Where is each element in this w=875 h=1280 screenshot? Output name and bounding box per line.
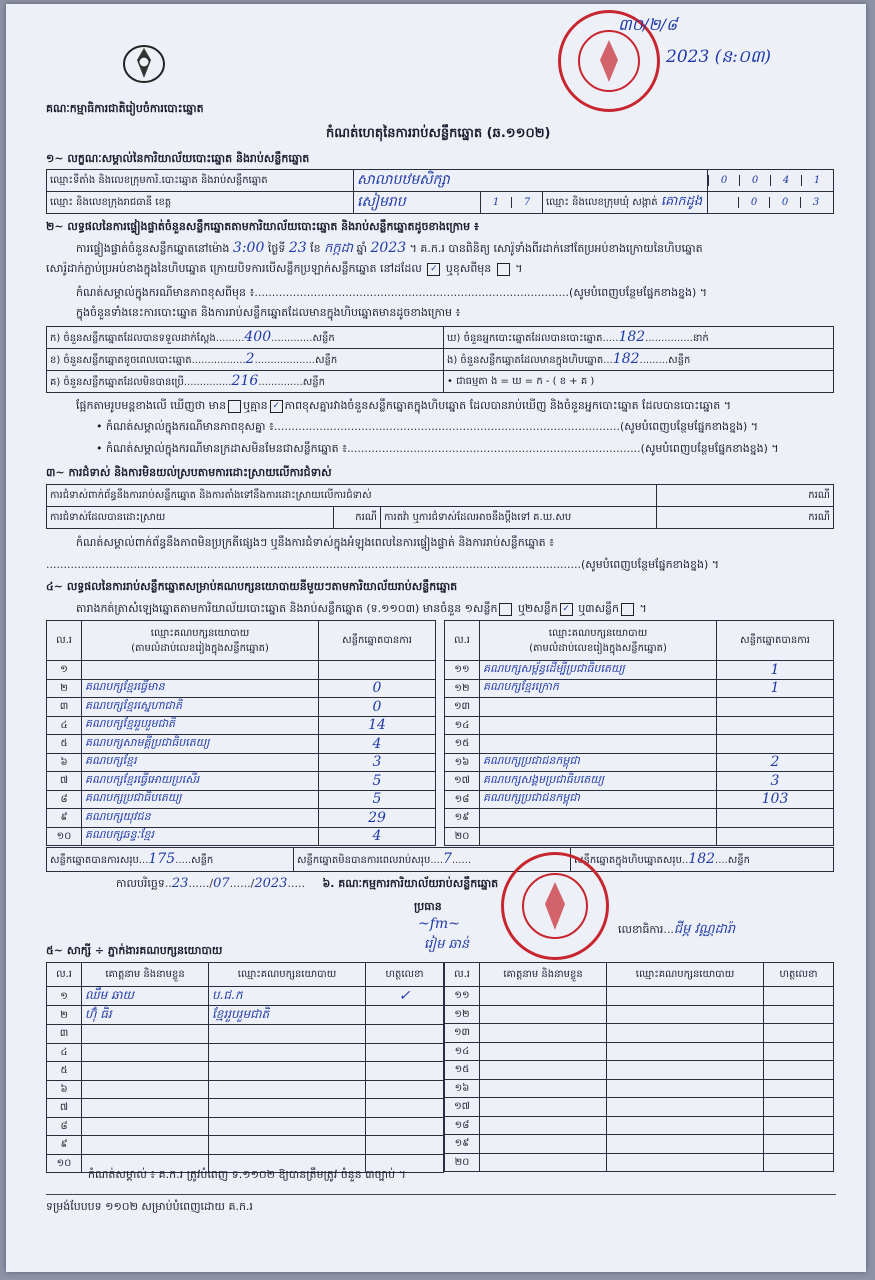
- witness-party: [607, 1061, 764, 1080]
- witness-party: [607, 1079, 764, 1098]
- result-row: [47, 698, 436, 717]
- witness-party: [209, 1062, 366, 1081]
- result-row: [47, 753, 436, 772]
- party-name: គណបក្សប្រជាជនកម្ពុជា: [480, 753, 717, 772]
- chair-signature: ~fm~: [418, 916, 460, 932]
- no-difference-checkbox: ✓: [270, 400, 283, 413]
- row-number: ១៤: [445, 1042, 480, 1061]
- complaints-counting-unit: ករណី: [657, 485, 834, 507]
- witness-party: [209, 1136, 366, 1155]
- party-votes: 4: [319, 735, 436, 754]
- secretary: លេខាធិការ...ជីម្ភ វណ្ណដារ៉ា: [618, 922, 736, 937]
- row-number: ២: [47, 679, 82, 698]
- row-number: ១០: [47, 1154, 82, 1173]
- result-row: [445, 809, 834, 828]
- verification-line: ការផ្ទៀងផ្ទាត់ចំនួនសន្លឹកឆ្នោតនៅម៉ោង 3:00 ថ្ងៃទី 23 ខែ កក្កដា ឆ្នាំ 2023 ។ គ.ក.រ បានពិនិត្យ សោរ៉ូទាំងពីរដាក់នៅតែប្រអប់ខាងក្រោយនៃហិបឆ្នោត: [76, 240, 703, 256]
- witness-name: [82, 1117, 209, 1136]
- witness-name: [480, 987, 607, 1006]
- witness-row: [445, 1116, 834, 1135]
- bullet-difference: • កំណត់សម្គាល់ក្នុងករណីមានភាពខុសគ្នា ៖...................................................................................................(សូមបំពេញបន្ថែមផ្នែកខាងខ្នង) ។: [96, 420, 759, 433]
- party-votes: 5: [319, 790, 436, 809]
- row-number: ១១: [445, 661, 480, 680]
- witness-name: [480, 1061, 607, 1080]
- witness-signature: [366, 1043, 444, 1062]
- province-value: សៀមរាប: [354, 192, 481, 214]
- witness-party: [607, 1153, 764, 1172]
- witness-signature: [764, 1116, 834, 1135]
- witness-signature: [764, 1098, 834, 1117]
- witness-party: [607, 1042, 764, 1061]
- three-sheet-checkbox: [621, 603, 634, 616]
- col-no: ល.រ: [47, 621, 82, 661]
- witness-name: [480, 1079, 607, 1098]
- unchanged-checkbox: ✓: [427, 263, 440, 276]
- date-line: កាលបរិច្ឆេទ..23....../07....../2023..... ៦. គណៈកម្មការការិយាល័យរាប់សន្លឹកឆ្នោត: [116, 876, 499, 891]
- witness-party: [607, 1135, 764, 1154]
- result-row: [445, 679, 834, 698]
- party-name: [480, 716, 717, 735]
- witness-name: [480, 1135, 607, 1154]
- witness-party: ប.ជ.ក: [209, 987, 366, 1006]
- row-number: ១: [47, 987, 82, 1006]
- witness-name: [82, 1043, 209, 1062]
- witness-row: [445, 1098, 834, 1117]
- witness-party: [209, 1025, 366, 1044]
- witness-party: [607, 1098, 764, 1117]
- witness-name: [480, 1005, 607, 1024]
- unused-row: គ) ចំនួនសន្លឹកឆ្នោតដែលមិនបានប្រើ...............216..............សន្លឹក: [47, 371, 444, 393]
- witness-signature: [764, 1005, 834, 1024]
- col-name: គោត្តនាម និងនាមខ្លួន: [82, 963, 209, 987]
- bullet-nonballot: • កំណត់សម្គាល់ក្នុងករណីមានក្រដាសមិនមែនជាសន្លឹកឆ្នោត ៖....................................................................................(សូមបំពេញបន្ថែមផ្នែកខាងខ្នង) ។: [96, 442, 779, 455]
- witness-row: [445, 1024, 834, 1043]
- party-votes: [717, 809, 834, 828]
- witness-name: [480, 1042, 607, 1061]
- complaints-resolved-unit: ករណី: [334, 507, 381, 529]
- difference-remark: ផ្អែកតាមរូបមន្តខាងលើ ឃើញថា មាន ឬគ្មាន ✓ ភាពខុសគ្នារវាងចំនួនសន្លឹកឆ្នោតក្នុងហិបឆ្នោត ដែលបានរាប់ឃើញ និងចំនួនអ្នកបោះឆ្នោត ដែលបានបោះឆ្នោត ។: [76, 399, 731, 412]
- witness-party: ខ្មែររួបរួមជាតិ: [209, 1006, 366, 1025]
- row-number: ៥: [47, 735, 82, 754]
- voters-row: ឃ) ចំនួនអ្នកបោះឆ្នោតដែលបានបោះឆ្នោត.....182...............នាក់: [444, 327, 834, 349]
- result-row: [47, 716, 436, 735]
- col-sign: ហត្ថលេខា: [764, 963, 834, 987]
- row-number: ៣: [47, 1025, 82, 1044]
- location-label: ឈ្មោះទីតាំង និងលេខក្រុមការិ.បោះឆ្នោត និងរាប់សន្លឹកឆ្នោត: [47, 170, 354, 192]
- witness-name: [82, 1099, 209, 1118]
- row-number: ១: [47, 661, 82, 680]
- handwritten-note-1: ៣០/២/៨: [618, 15, 678, 34]
- result-row: [445, 716, 834, 735]
- row-number: ១៦: [445, 753, 480, 772]
- row-number: ៨: [47, 1117, 82, 1136]
- complaints-resolved: ការជំទាស់ដែលបានដោះស្រាយ: [47, 507, 334, 529]
- party-name: គណបក្សខ្មែរ: [82, 753, 319, 772]
- witness-row: [445, 1153, 834, 1172]
- chair-label: ប្រធាន: [414, 900, 442, 913]
- witness-name: [480, 1024, 607, 1043]
- witness-party: [607, 1005, 764, 1024]
- inbox-row: ង) ចំនួនសន្លឹកឆ្នោតដែលមានក្នុងហិបឆ្នោត...182.........សន្លឹក: [444, 349, 834, 371]
- row-number: ១៤: [445, 716, 480, 735]
- results-table-left: [46, 620, 436, 846]
- party-votes: 0: [319, 698, 436, 717]
- result-row: [445, 827, 834, 846]
- section4-heading: ៤~ លទ្ធផលនៃការរាប់សន្លឹកឆ្នោតសម្រាប់គណបក្សនយោបាយនីមួយៗតាមការិយាល័យរាប់សន្លឹកឆ្នោត: [46, 580, 458, 593]
- irregularity-fill: .........................................................................................................................................................(សូមបំពេញបន្ថែមផ្នែកខាងខ្នង) ។: [46, 558, 720, 571]
- col-no: ល.រ: [445, 963, 480, 987]
- witness-name: ឈឹម ឆាយ: [82, 987, 209, 1006]
- witness-signature: [764, 1079, 834, 1098]
- party-name: [480, 827, 717, 846]
- section1-heading: ១~ លក្ខណៈសម្គាល់នៃការិយាល័យបោះឆ្នោត និងរាប់សន្លឹកឆ្នោត: [46, 152, 310, 165]
- witness-name: [480, 1116, 607, 1135]
- party-votes: 1: [717, 661, 834, 680]
- col-no: ល.រ: [445, 621, 480, 661]
- party-votes: [717, 716, 834, 735]
- two-sheet-checkbox: ✓: [560, 603, 573, 616]
- row-number: ៤: [47, 716, 82, 735]
- complaints-table: [46, 484, 834, 529]
- location-code: 0 0 4 1: [708, 170, 834, 192]
- row-number: ៩: [47, 1136, 82, 1155]
- form-note: ទម្រង់បែបបទ ១១០២ សម្រាប់បំពេញដោយ គ.ក.រ: [46, 1200, 253, 1213]
- row-number: ៧: [47, 772, 82, 791]
- row-number: ១៥: [445, 1061, 480, 1080]
- party-name: គណបក្សខ្មែរធ្វើអោយប្រសើរ: [82, 772, 319, 791]
- totals-table: [46, 847, 834, 872]
- witness-party: [607, 1116, 764, 1135]
- col-votes: សន្លឹកឆ្នោតបានការ: [319, 621, 436, 661]
- row-number: ១៣: [445, 698, 480, 717]
- complaints-counting: ការជំទាស់ពាក់ព័ន្ធនឹងការរាប់សន្លឹកឆ្នោត និងការតាំងទៅនឹងការដោះស្រាយលើការជំទាស់: [47, 485, 657, 507]
- result-row: [47, 827, 436, 846]
- party-name: គណបក្សខ្មែររួបរួមជាតិ: [82, 716, 319, 735]
- total-invalid: សន្លឹកឆ្នោតមិនបានការពេលរាប់សរុប....7......: [294, 848, 571, 872]
- col-sign: ហត្ថលេខា: [366, 963, 444, 987]
- witness-row: [445, 1079, 834, 1098]
- party-name: គណបក្សប្រជាជនកម្ពុជា: [480, 790, 717, 809]
- party-votes: [319, 661, 436, 680]
- result-row: [47, 661, 436, 680]
- row-number: ៩: [47, 809, 82, 828]
- document-sheet: [6, 4, 866, 1272]
- witness-row: [445, 1135, 834, 1154]
- party-name: គណបក្សឆន្ទៈខ្មែរ: [82, 827, 319, 846]
- commune-label-value: ឈ្មោះ និងលេខក្រុមឃុំ សង្កាត់ គោកដូង: [543, 192, 708, 214]
- witness-party: [209, 1099, 366, 1118]
- official-stamp-bottom: [501, 852, 609, 960]
- divider: [46, 1194, 836, 1195]
- result-row: [445, 753, 834, 772]
- col-party: ឈ្មោះគណបក្សនយោបាយ (តាមលំដាប់លេខរៀងក្នុងសន្លឹកឆ្នោត): [82, 621, 319, 661]
- province-label: ឈ្មោះ និងលេខក្រុងរាជធានី ខេត្ត: [47, 192, 354, 214]
- complaints-appeal-unit: ករណី: [657, 507, 834, 529]
- row-number: ១២: [445, 679, 480, 698]
- row-number: ៦: [47, 753, 82, 772]
- witness-row: [47, 1025, 444, 1044]
- witness-name: [480, 1098, 607, 1117]
- witness-party: [209, 1080, 366, 1099]
- committee-emblem: [121, 40, 167, 84]
- row-number: ៦: [47, 1080, 82, 1099]
- witness-row: [445, 987, 834, 1006]
- row-number: ២: [47, 1006, 82, 1025]
- col-party: ឈ្មោះគណបក្សនយោបាយ: [607, 963, 764, 987]
- section5-heading: ៥~ សាក្សី ÷ ភ្នាក់ងារគណបក្សនយោបាយ: [46, 944, 223, 957]
- witness-signature: [764, 1061, 834, 1080]
- party-votes: [717, 698, 834, 717]
- witness-table-right: [444, 962, 834, 1172]
- committee-name: គណៈកម្មាធិការជាតិរៀបចំការបោះឆ្នោត: [46, 102, 204, 115]
- col-name: គោត្តនាម និងនាមខ្លួន: [480, 963, 607, 987]
- row-number: ១០: [47, 827, 82, 846]
- row-number: ២០: [445, 827, 480, 846]
- witness-row: [445, 1042, 834, 1061]
- witness-name: [82, 1062, 209, 1081]
- complaints-appeal: ការតវ៉ា ឬការជំទាស់ដែលអាចនឹងប្តឹងទៅ គ.ឃ.សប: [381, 507, 657, 529]
- col-party: ឈ្មោះគណបក្សនយោបាយ (តាមលំដាប់លេខរៀងក្នុងសន្លឹកឆ្នោត): [480, 621, 717, 661]
- party-votes: 29: [319, 809, 436, 828]
- commune-code: 0 0 3: [708, 192, 834, 214]
- party-name: [480, 698, 717, 717]
- row-number: ១២: [445, 1005, 480, 1024]
- witness-row: [47, 1099, 444, 1118]
- witness-signature: [366, 1006, 444, 1025]
- witness-row: [47, 987, 444, 1006]
- party-name: [82, 661, 319, 680]
- witness-signature: [366, 1080, 444, 1099]
- result-row: [445, 698, 834, 717]
- results-table-right: [444, 620, 834, 846]
- col-votes: សន្លឹកឆ្នោតបានការ: [717, 621, 834, 661]
- party-votes: 1: [717, 679, 834, 698]
- result-row: [445, 735, 834, 754]
- witness-signature: [764, 987, 834, 1006]
- party-name: [480, 809, 717, 828]
- witness-row: [47, 1062, 444, 1081]
- party-name: គណបក្សសម្ព័ន្ធដើម្បីប្រជាធិបតេយ្យ: [480, 661, 717, 680]
- tally-sheet-count: តារាងកត់ត្រាសំឡេងឆ្នោតតាមការិយាល័យបោះឆ្នោត និងរាប់សន្លឹកឆ្នោត (ទ.១១០៣) មានចំនួន ១សន្លឹក ឬ២សន្លឹក ✓ ឬ៣សន្លឹក ។: [76, 602, 647, 615]
- location-value: សាលាបឋមសិក្សា: [354, 170, 708, 192]
- result-row: [445, 772, 834, 791]
- received-row: ក) ចំនួនសន្លឹកឆ្នោតដែលបានទទួលដាក់ស្តែង.........400.............សន្លឹក: [47, 327, 444, 349]
- party-votes: 5: [319, 772, 436, 791]
- section1-table: [46, 169, 834, 214]
- row-number: ៤: [47, 1043, 82, 1062]
- witness-row: [445, 1061, 834, 1080]
- row-number: ៥: [47, 1062, 82, 1081]
- party-name: គណបក្សសង្គមប្រជាធិបតេយ្យ: [480, 772, 717, 791]
- spoiled-row: ខ) ចំនួនសន្លឹកឆ្នោតខូចពេលបោះឆ្នោត.................2...................សន្លឹក: [47, 349, 444, 371]
- party-votes: 14: [319, 716, 436, 735]
- witness-signature: [764, 1135, 834, 1154]
- row-number: ១១: [445, 987, 480, 1006]
- witness-party: [607, 1024, 764, 1043]
- party-votes: [717, 735, 834, 754]
- party-name: គណបក្សខ្មែរស្នេហាជាតិ: [82, 698, 319, 717]
- result-row: [445, 661, 834, 680]
- row-number: ២០: [445, 1153, 480, 1172]
- row-number: ១៧: [445, 1098, 480, 1117]
- witness-party: [209, 1117, 366, 1136]
- witness-name: [82, 1080, 209, 1099]
- row-number: ១៥: [445, 735, 480, 754]
- result-row: [47, 735, 436, 754]
- chair-name: រៀម ឆាន់: [424, 937, 470, 952]
- handwritten-note-2: 2023 (ន:០៣): [666, 47, 772, 67]
- row-number: ១៨: [445, 790, 480, 809]
- party-name: គណបក្សខ្មែរក្រោក: [480, 679, 717, 698]
- party-votes: 103: [717, 790, 834, 809]
- total-valid: សន្លឹកឆ្នោតបានការសរុប...175.....សន្លឹក: [47, 848, 294, 872]
- total-inbox: សន្លឹកឆ្នោតក្នុងហិបឆ្នោតសរុប..182....សន្លឹក: [571, 848, 834, 872]
- province-code: 1 7: [481, 192, 543, 214]
- party-name: គណបក្សប្រជាធិបតេយ្យ: [82, 790, 319, 809]
- result-row: [47, 772, 436, 791]
- seal-line: សោរ៉ូដាក់ភ្ជាប់ប្រអប់ខាងក្នុងនៃហិបឆ្នោត ក្រោយបិទការបើសន្លឹកប្រឡាក់សន្លឹកឆ្នោត នៅដដែល ✓ ឬខុសពីមុន ។: [46, 262, 523, 275]
- witness-signature: [366, 1136, 444, 1155]
- section3-heading: ៣~ ការជំទាស់ និងការមិនយល់ស្របតាមការដោះស្រាយលើការជំទាស់: [46, 466, 332, 479]
- witness-name: [82, 1136, 209, 1155]
- witness-party: [607, 987, 764, 1006]
- irregularity-note: កំណត់សម្គាល់ពាក់ព័ន្ធនឹងភាពមិនប្រក្រតីផ្សេងៗ ឬនឹងការជំទាស់ក្នុងអំឡុងពេលនៃការផ្ទៀងផ្ទាត់ និងការរាប់សន្លឹកឆ្នោត ៖: [76, 536, 554, 549]
- row-number: ៧: [47, 1099, 82, 1118]
- row-number: ១៨: [445, 1116, 480, 1135]
- witness-name: [82, 1025, 209, 1044]
- party-name: គណបក្សយុវជន: [82, 809, 319, 828]
- witness-row: [47, 1117, 444, 1136]
- witness-row: [47, 1043, 444, 1062]
- witness-signature: [764, 1153, 834, 1172]
- result-row: [445, 790, 834, 809]
- difference-note: កំណត់សម្គាល់ក្នុងករណីមានភាពខុសពីមុន ៖..........................................................................................(សូមបំពេញបន្ថែមផ្នែកខាងខ្នង) ។: [76, 286, 708, 299]
- witness-signature: [366, 1117, 444, 1136]
- witness-signature: [764, 1024, 834, 1043]
- witness-signature: [366, 1062, 444, 1081]
- row-number: ១៣: [445, 1024, 480, 1043]
- party-votes: 0: [319, 679, 436, 698]
- party-name: គណបក្សខ្មែរធ្វើមាន: [82, 679, 319, 698]
- witness-table-left: [46, 962, 444, 1173]
- ballot-intro: ក្នុងចំនួនទាំងនេះការបោះឆ្នោត និងការរាប់សន្លឹកឆ្នោតដែលមានក្នុងហិបឆ្នោតមានដូចខាងក្រោម ៖: [76, 306, 461, 319]
- col-no: ល.រ: [47, 963, 82, 987]
- party-votes: 3: [319, 753, 436, 772]
- form-title: កំណត់ហេតុនៃការរាប់សន្លឹកឆ្នោត (ឆ.១១០២): [326, 126, 551, 141]
- witness-name: ហ៊ុំ ធិរ: [82, 1006, 209, 1025]
- party-votes: 4: [319, 827, 436, 846]
- row-number: ១៦: [445, 1079, 480, 1098]
- witness-row: [47, 1006, 444, 1025]
- row-number: ៨: [47, 790, 82, 809]
- result-row: [47, 809, 436, 828]
- col-party: ឈ្មោះគណបក្សនយោបាយ: [209, 963, 366, 987]
- party-votes: [717, 827, 834, 846]
- one-sheet-checkbox: [499, 603, 512, 616]
- row-number: ១៩: [445, 1135, 480, 1154]
- witness-signature: [366, 1099, 444, 1118]
- witness-row: [47, 1136, 444, 1155]
- witness-party: [209, 1043, 366, 1062]
- result-row: [47, 790, 436, 809]
- witness-signature: [764, 1042, 834, 1061]
- ballot-count-table: [46, 326, 834, 393]
- party-name: [480, 735, 717, 754]
- row-number: ១៧: [445, 772, 480, 791]
- row-number: ៣: [47, 698, 82, 717]
- party-votes: 2: [717, 753, 834, 772]
- row-number: ១៩: [445, 809, 480, 828]
- footnote: កំណត់សម្គាល់ ៖ គ.ក.រ ត្រូវបំពេញ ទ.១១០២ ឱ្យបានត្រឹមត្រូវ ចំនួន ៣ច្បាប់ ។: [88, 1168, 406, 1181]
- witness-row: [47, 1080, 444, 1099]
- changed-checkbox: [497, 263, 510, 276]
- formula-row: • ជាធម្មតា ង = ឃ = ក - ( ខ + គ ): [444, 371, 834, 393]
- section2-heading: ២~ លទ្ធផលនៃការផ្ទៀងផ្ទាត់ចំនួនសន្លឹកឆ្នោតតាមការិយាល័យបោះឆ្នោត និងរាប់សន្លឹកឆ្នោតដូចខាងក្រោម ៖: [46, 220, 479, 233]
- party-votes: 3: [717, 772, 834, 791]
- witness-signature: ✓: [366, 987, 444, 1006]
- witness-signature: [366, 1025, 444, 1044]
- result-row: [47, 679, 436, 698]
- witness-name: [480, 1153, 607, 1172]
- witness-row: [445, 1005, 834, 1024]
- party-name: គណបក្សសាមគ្គីប្រជាធិបតេយ្យ: [82, 735, 319, 754]
- has-difference-checkbox: [228, 400, 241, 413]
